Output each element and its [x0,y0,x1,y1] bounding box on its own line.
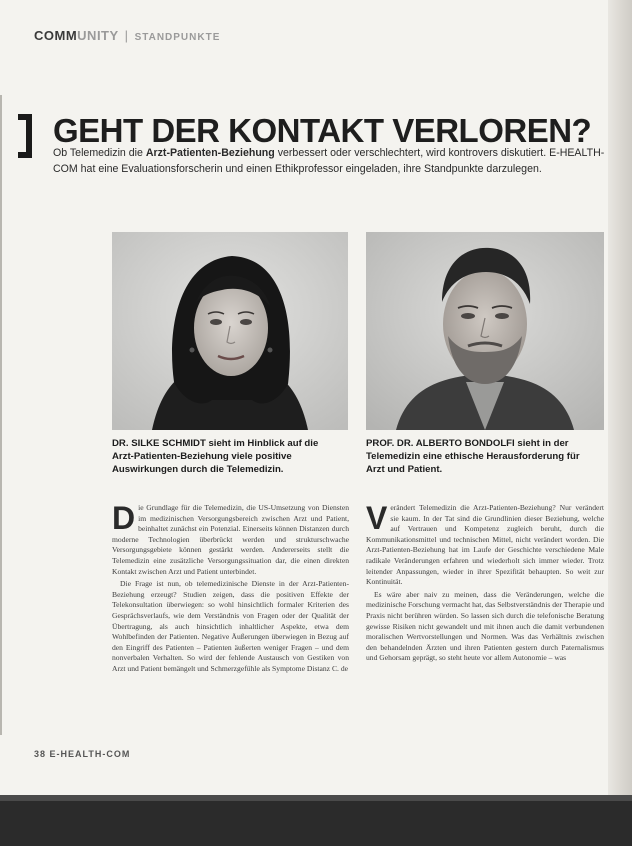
portrait-man-image [366,232,604,430]
article-deck [53,145,613,177]
paragraph [366,503,604,588]
caption-left: DR. SILKE SCHMIDT sieht im Hinblick auf die Arzt-Patienten-Beziehung viele positive Auswirkungen durch die Telemedizin. [112,438,319,475]
portrait-woman-image [112,232,348,430]
body-column-right [366,503,604,755]
drop-cap: V [366,503,388,536]
section-separator: | [124,28,129,43]
body-column-left [112,503,349,755]
portrait-photo-left [112,232,348,430]
caption-right: PROF. DR. ALBERTO BONDOLFI sieht in der Telemedizin eine ethische Herausforderung für Arzt und Patient. [366,438,580,475]
scanner-band-highlight [0,795,632,801]
article-headline: GEHT DER KONTAKT VERLOREN? [53,112,592,149]
paragraph: Es wäre aber naiv zu meinen, dass die Veränderungen, welche die medizinische Forschung vermacht hat, das Selbstverständnis der Therapie und Praxis nicht berühren würden. So lassen sich durch die telefonische Beratung gewisse Risiken nicht gewandelt und mit ihnen auch die damit verbundenen moralischen Wertvorstellungen und Normen. Was das Verhältnis zwischen den behandelnden Ärzten und ihren Patienten gestern durch Paternalismus und Gehorsam geprägt, so steht heute vor allem Autonomie – was [366,589,604,663]
headline-bracket [18,114,32,158]
section-brand-light: UNITY [77,28,119,43]
page-gutter-shadow [0,95,2,735]
deck-text-2: verbessert oder verschlechtert, wird kontrovers diskutiert. E-HEALTH-COM hat eine Evaluationsforscherin und einen Ethikprofessor eingeladen, ihre Standpunkte darzulegen. [53,147,605,175]
paragraph-text: erändert Telemedizin die Arzt-Patienten-Beziehung? Nur verändert sie kaum. In der Tat sind die Grundlinien dieser Beziehung, welche auf Vertrauen und Kompetenz zugleich beruht, durch die Kommunikationsmittel und technischen Mittel, nicht verändert worden. Die Arzt-Patienten-Beziehung hat im Laufe der Geschichte verschiedene Male radikale Veränderungen erfahren und wiederholt sich immer wieder. Trotz leitender Anpassungen, wieder in ihrer Spezifität behaupten. So weit zur Kontinuität. [366,503,604,587]
deck-text-bold: Arzt-Patienten-Beziehung [145,147,275,159]
deck-text-1: Ob Telemedizin die [53,147,146,159]
paragraph: Die Frage ist nun, ob telemedizinische Dienste in der Arzt-Patienten-Beziehung erzeugt? Studien zeigen, dass die positiven Effekte der Telekonsultation überwiegen: so wohl hinsichtlich formaler Kriterien des Gesprächsverlaufs, wie dem Verständnis von Fragen oder der Qualität der Übertragung, als auch hinsichtlich inhaltlicher Aspekte, etwa dem Wohlbefinden der Patienten. Negative Äußerungen überwiegen in Bezug auf den Eingriff des Patienten – Patienten äußerten weniger Fragen – und dem nonverbalen Verhalten. So wird der fehlende Austausch von Gestiken von Arzt und Patient bemängelt und Schmerzgefühle als Symptome Distanz C. de [112,579,349,673]
page-edge [608,0,632,846]
section-brand-dark: COMM [34,28,78,43]
section-subtitle: STANDPUNKTE [134,32,221,43]
section-header [34,28,220,43]
paragraph [112,503,349,577]
scanner-bottom-band [0,795,632,846]
page-footer: 38 E-HEALTH-COM [34,749,131,759]
paragraph-text: ie Grundlage für die Telemedizin, die US-Umsetzung von Diensten im medizinischen Versorgungsbereich zwischen Arzt und Patient, beinhaltet zunächst ein Potenzial. Einerseits können Distanzen durch moderne Technologien überbrückt werden und strukturschwache Versorgungsgebiete können gestärkt werden. Andererseits stellt die Telemedizin eine zusätzliche Versorgungssituation dar, die einen direkten Kontakt zwischen Arzt und Patient unterbindet. [112,503,349,576]
drop-cap: D [112,503,136,536]
portrait-photo-right [366,232,604,430]
